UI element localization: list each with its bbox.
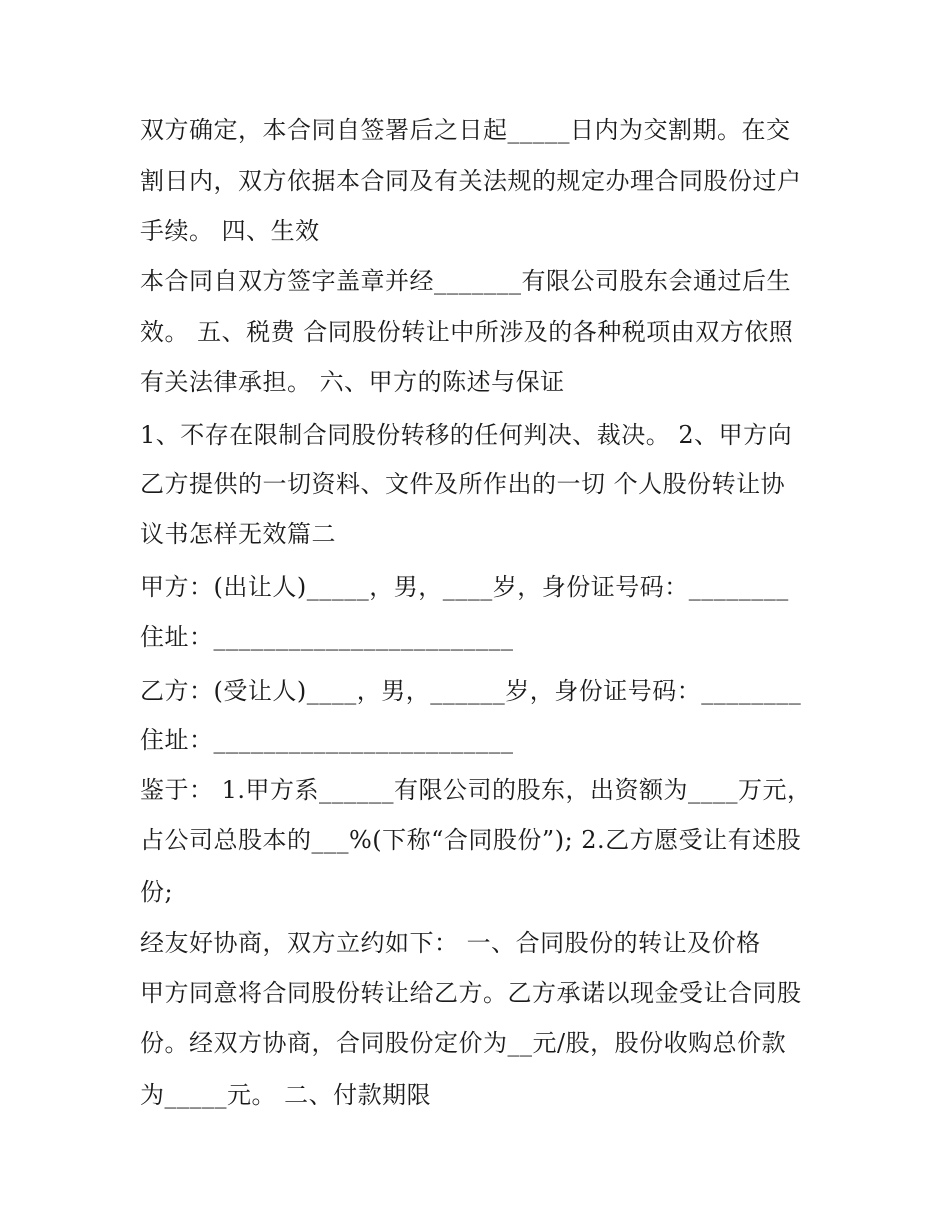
text-line: 住址：________________________ [140,623,514,651]
text-line: 效。 五、税费 合同股份转让中所涉及的各种税项由双方依照 [140,318,794,346]
text-line: 乙方提供的一切资料、文件及所作出的一切 个人股份转让协 [140,470,786,498]
text-line: 住址：________________________ [140,726,514,754]
text-line: 份; [140,878,174,906]
text-line: 割日内，双方依据本合同及有关法规的规定办理合同股份过户 [140,167,802,195]
text-line: 手续。 四、生效 [140,217,320,245]
text-line: 鉴于： 1.甲方系______有限公司的股东，出资额为____万元， [140,776,812,804]
text-line: 双方确定，本合同自签署后之日起_____日内为交割期。在交 [140,116,791,144]
text-line: 甲方：(出让人)_____，男，____岁，身份证号码：________ [140,573,789,601]
text-line: 议书怎样无效篇二 [140,520,336,548]
text-line: 占公司总股本的___%(下称“合同股份”); 2.乙方愿受让有述股 [140,826,802,854]
text-line: 经友好协商，双方立约如下： 一、合同股份的转让及价格 [140,929,761,957]
text-line: 1、不存在限制合同股份转移的任何判决、裁决。 2、甲方向 [140,421,793,449]
text-line: 甲方同意将合同股份转让给乙方。乙方承诺以现金受让合同股 [140,979,802,1007]
text-line: 为_____元。 二、付款期限 [140,1081,432,1109]
text-line: 乙方：(受让人)____，男，______岁，身份证号码：________ [140,677,802,705]
text-line: 份。经双方协商，合同股份定价为__元/股，股份收购总价款 [140,1029,787,1057]
text-line: 有关法律承担。 六、甲方的陈述与保证 [140,368,565,396]
text-line: 本合同自双方签字盖章并经_______有限公司股东会通过后生 [140,267,791,295]
